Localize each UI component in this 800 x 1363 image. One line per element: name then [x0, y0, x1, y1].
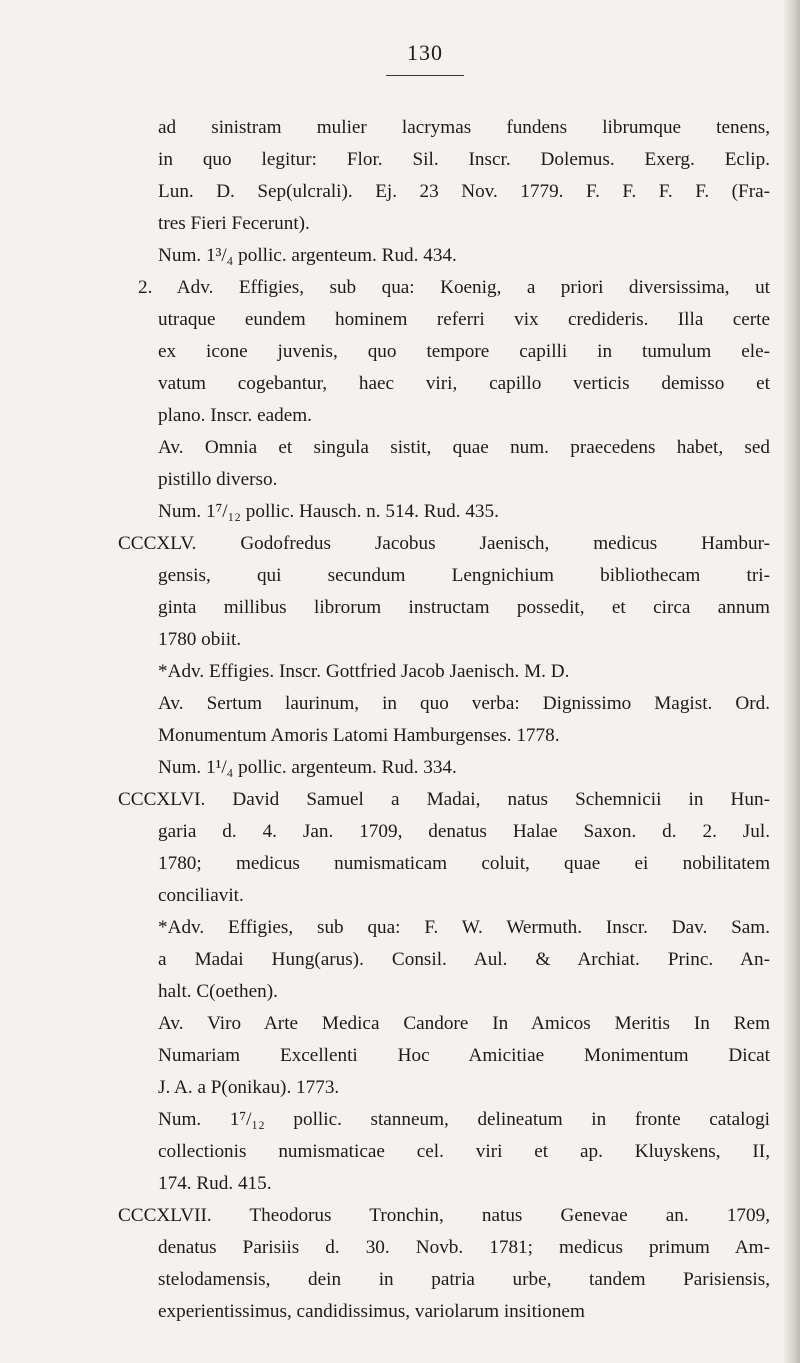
text-line: CCCXLV. Godofredus Jacobus Jaenisch, medicus Hambur- [118, 533, 770, 554]
text-line: pistillo diverso. [158, 469, 278, 490]
text-line: *Adv. Effigies, sub qua: F. W. Wermuth. Inscr. Dav. Sam. [158, 917, 770, 938]
text-line: in quo legitur: Flor. Sil. Inscr. Dolemus. Exerg. Eclip. [158, 149, 770, 170]
page-number: 130 [407, 40, 443, 65]
text-line: Lun. D. Sep(ulcrali). Ej. 23 Nov. 1779. F. F. F. F. (Fra- [158, 181, 770, 202]
text-line: 2. Adv. Effigies, sub qua: Koenig, a priori diversissima, ut [138, 277, 770, 298]
text-line: Av. Viro Arte Medica Candore In Amicos Meritis In Rem [158, 1013, 770, 1034]
text-line: collectionis numismaticae cel. viri et ap. Kluyskens, II, [158, 1141, 770, 1162]
text-line: Numariam Excellenti Hoc Amicitiae Monimentum Dicat [158, 1045, 770, 1066]
text-line: Av. Sertum laurinum, in quo verba: Dignissimo Magist. Ord. [158, 693, 770, 714]
text-line: Num. 1⁷/₁₂ pollic. Hausch. n. 514. Rud. 435. [158, 501, 499, 522]
text-line: CCCXLVI. David Samuel a Madai, natus Schemnicii in Hun- [118, 789, 770, 810]
text-line: Num. 1⁷/₁₂ pollic. stanneum, delineatum in fronte catalogi [158, 1109, 770, 1130]
text-line: J. A. a P(onikau). 1773. [158, 1077, 340, 1098]
text-line: a Madai Hung(arus). Consil. Aul. & Archiat. Princ. An- [158, 949, 770, 970]
text-line: Monumentum Amoris Latomi Hamburgenses. 1778. [158, 725, 560, 746]
text-line: gensis, qui secundum Lengnichium bibliothecam tri- [158, 565, 770, 586]
body-text [118, 112, 770, 1328]
text-line: ginta millibus librorum instructam possedit, et circa annum [158, 597, 770, 618]
header-rule [386, 75, 464, 76]
text-line: plano. Inscr. eadem. [158, 405, 312, 426]
text-line: 1780 obiit. [158, 629, 242, 650]
text-line: conciliavit. [158, 885, 244, 906]
text-line: 174. Rud. 415. [158, 1173, 272, 1194]
text-line: CCCXLVII. Theodorus Tronchin, natus Genevae an. 1709, [118, 1205, 770, 1226]
text-line: 1780; medicus numismaticam coluit, quae ei nobilitatem [158, 853, 770, 874]
text-line: ad sinistram mulier lacrymas fundens librumque tenens, [158, 117, 770, 138]
text-line: ex icone juvenis, quo tempore capilli in tumulum ele- [158, 341, 770, 362]
page-edge [784, 0, 800, 1363]
text-line: Num. 1¹/₄ pollic. argenteum. Rud. 334. [158, 757, 457, 778]
text-line: vatum cogebantur, haec viri, capillo verticis demisso et [158, 373, 770, 394]
text-line: tres Fieri Fecerunt). [158, 213, 310, 234]
text-line: halt. C(oethen). [158, 981, 278, 1002]
text-line: denatus Parisiis d. 30. Novb. 1781; medicus primum Am- [158, 1237, 770, 1258]
text-line: stelodamensis, dein in patria urbe, tandem Parisiensis, [158, 1269, 770, 1290]
text-line: experientissimus, candidissimus, variolarum insitionem [158, 1301, 585, 1322]
text-line: *Adv. Effigies. Inscr. Gottfried Jacob Jaenisch. M. D. [158, 661, 570, 682]
text-line: Av. Omnia et singula sistit, quae num. praecedens habet, sed [158, 437, 770, 458]
text-line: garia d. 4. Jan. 1709, denatus Halae Saxon. d. 2. Jul. [158, 821, 770, 842]
text-line: Num. 1³/₄ pollic. argenteum. Rud. 434. [158, 245, 457, 266]
text-line: utraque eundem hominem referri vix credideris. Illa certe [158, 309, 770, 330]
